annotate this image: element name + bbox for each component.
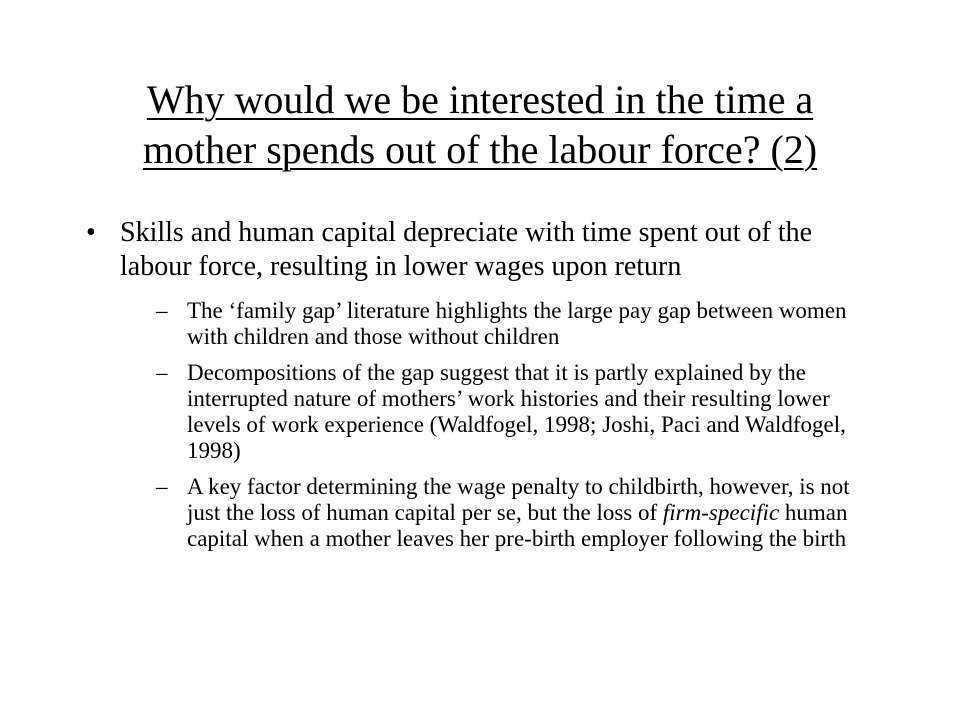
sub-bullet-3 (156, 474, 876, 552)
main-bullet-text: Skills and human capital depreciate with time spent out of the labour force, resulting in lower wages upon return (120, 217, 813, 282)
sub-bullet-marker: – (156, 360, 168, 385)
sub-bullet-text-before: A key factor determining the wage penalty to childbirth, however, is not just the loss of human capital per se, but the loss of (187, 474, 850, 525)
sub-bullet-list (156, 298, 876, 552)
sub-bullet-1 (156, 298, 876, 350)
title-line-2: mother spends out of the labour force? (2) (142, 127, 818, 172)
slide-body (86, 216, 876, 562)
sub-bullet-text (187, 474, 876, 552)
slide-title (60, 75, 900, 175)
main-bullet (86, 216, 876, 284)
bullet-marker: • (86, 217, 96, 248)
sub-bullet-text: The ‘family gap’ literature highlights the large pay gap between women with children and those without children (187, 298, 847, 349)
title-line-1: Why would we be interested in the time a (146, 77, 814, 122)
sub-bullet-text: Decompositions of the gap suggest that it is partly explained by the interrupted nature of mothers’ work histories and their resulting lower levels of work experience (Waldfogel, 1998; Joshi, Paci and Waldfogel, 1998) (187, 360, 846, 463)
sub-bullet-2 (156, 360, 876, 464)
sub-bullet-text-after: human capital when a mother leaves her pre-birth employer following the birth (187, 500, 848, 551)
sub-bullet-marker: – (156, 298, 168, 323)
sub-bullet-marker: – (156, 474, 168, 499)
sub-bullet-emphasis: firm-specific (662, 500, 780, 525)
